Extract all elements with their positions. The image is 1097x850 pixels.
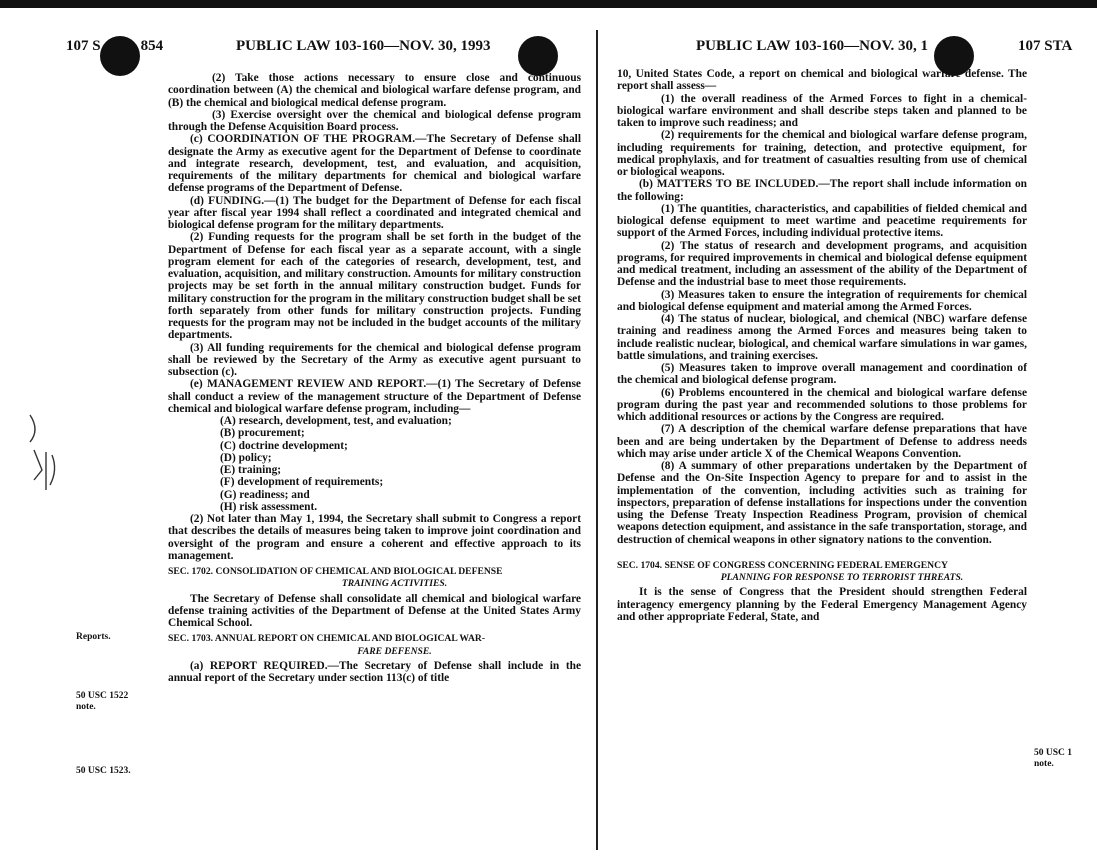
paragraph: (b) MATTERS TO BE INCLUDED.—The report shall include information on the following:: [617, 178, 1027, 203]
right-header-title: PUBLIC LAW 103-160—NOV. 30, 1: [696, 38, 928, 54]
section-heading-1704: SEC. 1704. SENSE OF CONGRESS CONCERNING FEDERAL EMERGENCY PLANNING FOR RESPONSE TO TERRORIST THREATS.: [617, 559, 964, 583]
punch-hole: [518, 36, 558, 76]
margin-note-50usc1704: 50 USC 1 note.: [1034, 748, 1073, 769]
paragraph: (6) Problems encountered in the chemical and biological warfare defense program during the past year and recommended solutions to those problems for which additional resources or actions by the Congress are required.: [617, 386, 1027, 423]
paragraph: (2) requirements for the chemical and biological warfare defense program, including requirements for training, detection, and protective equipment, for medical prophylaxis, and for treatment of casualties resulting from use of chemical or biological weapons.: [617, 129, 1027, 178]
paragraph: (2) Take those actions necessary to ensure close and continuous coordination between (A) the chemical and biological warfare defense program, and (B) the chemical and biological medical defense program.: [168, 72, 581, 109]
list-item: (A) research, development, test, and evaluation;: [220, 415, 452, 427]
paragraph: 10, United States Code, a report on chemical and biological warfare defense. The report shall assess—: [617, 68, 1027, 93]
paragraph: (2) Not later than May 1, 1994, the Secretary shall submit to Congress a report that describes the details of measures being taken to improve joint coordination and oversight of the program and ensure a coherent and effective approach to its management.: [168, 513, 581, 562]
list-item: (H) risk assessment.: [220, 500, 318, 513]
list-item: (F) development of requirements;: [220, 476, 384, 489]
right-page: [600, 30, 1097, 845]
list-item: (C) doctrine development;: [220, 439, 348, 452]
paragraph: (e) MANAGEMENT REVIEW AND REPORT.—(1) The Secretary of Defense shall conduct a review of the management structure of the Department of Defense chemical and biological warfare defense program, including—: [168, 378, 581, 415]
margin-note-50usc1522: 50 USC 1522 note.: [76, 691, 129, 712]
scan-top-edge: [0, 0, 1097, 8]
paragraph: (1) The quantities, characteristics, and capabilities of fielded chemical and biological defense equipment to meet wartime and peacetime requirements for support of the Armed Forces, including individual protective items.: [617, 202, 1027, 240]
paragraph: (5) Measures taken to improve overall management and coordination of the chemical and biological defense program.: [617, 362, 1027, 387]
left-page: [0, 30, 594, 845]
paragraph: (2) The status of research and development programs, and acquisition programs, for required improvements in chemical and biological defense equipment and medical treatment, including an assessment of the ability of the Department of Defense and the industrial base to meet those requirements.: [617, 239, 1027, 289]
list-item: (E) training;: [220, 464, 282, 476]
right-body-text: [617, 68, 1027, 623]
paragraph: (4) The status of nuclear, biological, and chemical (NBC) warfare defense training and readiness among the Armed Forces and measures being taken to include realistic nuclear, biological, and chemical warfare simulations in war games, battle simulations, and training exercises.: [617, 313, 1027, 362]
paragraph: (8) A summary of other preparations undertaken by the Department of Defense and the On-Site Inspection Agency to prepare for and to assist in the implementation of the convention, including activities such as training for inspectors, preparation of defense installations for inspections under the convention using the Defense Treaty Inspection Readiness Program, provision of chemical weapons detection equipment, and assistance in the safe transportation, storage, and destruction of chemical weapons in other signatory nations to the convention.: [617, 460, 1027, 546]
paragraph: (1) the overall readiness of the Armed Forces to fight in a chemical-biological warfare environment and shall describe steps taken and planned to be taken to improve such readiness; and: [617, 92, 1027, 129]
paragraph: (a) REPORT REQUIRED.—The Secretary of Defense shall include in the annual report of the Secretary under section 113(c) of title: [168, 659, 581, 684]
handwritten-margin-mark: [24, 410, 64, 500]
left-header-page-number: 107 S 854: [66, 38, 164, 54]
section-heading-1702: SEC. 1702. CONSOLIDATION OF CHEMICAL AND BIOLOGICAL DEFENSE TRAINING ACTIVITIES.: [168, 566, 503, 590]
list-item: (B) procurement;: [220, 427, 305, 440]
paragraph: (c) COORDINATION OF THE PROGRAM.—The Secretary of Defense shall designate the Army as executive agent for the Department of Defense to coordinate and integrate research, development, test, and evaluation, and acquisition, requirements of the military departments for chemical and biological warfare defense programs of the Department of Defense.: [168, 133, 581, 195]
paragraph: It is the sense of Congress that the President should strengthen Federal interagency emergency planning by the Federal Emergency Management Agency and other appropriate Federal, State, and: [617, 586, 1027, 623]
paragraph: (7) A description of the chemical warfare defense preparations that have been and are being undertaken by the Department of Defense to address needs which may arise under article X of the Chemical Weapons Convention.: [617, 423, 1027, 460]
paragraph: (3) Exercise oversight over the chemical and biological defense program through the Defense Acquisition Board process.: [168, 108, 581, 133]
margin-note-50usc1523: 50 USC 1523.: [76, 766, 131, 776]
paragraph: (3) Measures taken to ensure the integration of requirements for chemical and biological defense equipment and material among the Armed Forces.: [617, 288, 1027, 313]
left-body-text: [168, 72, 581, 684]
right-header-page-number: 107 STA: [1018, 38, 1073, 54]
paragraph: (d) FUNDING.—(1) The budget for the Department of Defense for each fiscal year after fiscal year 1994 shall reflect a coordinated and integrated chemical and biological defense program for the military departments.: [168, 194, 581, 231]
page-gutter: [596, 30, 598, 850]
left-header-title: PUBLIC LAW 103-160—NOV. 30, 1993: [236, 38, 491, 54]
paragraph: (3) All funding requirements for the chemical and biological defense program shall be reviewed by the Secretary of the Army as executive agent pursuant to subsection (c).: [168, 341, 581, 378]
section-heading-1703: SEC. 1703. ANNUAL REPORT ON CHEMICAL AND BIOLOGICAL WAR- FARE DEFENSE.: [168, 633, 486, 657]
paragraph: (2) Funding requests for the program shall be set forth in the budget of the Department of Defense for each fiscal year as a separate account, with a single program element for each of the categories of research, development, test, and evaluation, acquisition, and military construction. Amounts for military construction projects may be set forth in the annual military construction budget. Funds for military construction for the program in the military construction budget shall be set forth separately from other funds for military construction projects. Funding requests for the program may not be included in the budget accounts of the military departments.: [168, 231, 581, 342]
margin-note-reports: Reports.: [76, 632, 111, 642]
list-item: (G) readiness; and: [220, 488, 310, 501]
list-item: (D) policy;: [220, 451, 272, 464]
paragraph: The Secretary of Defense shall consolidate all chemical and biological warfare defense training activities of the Department of Defense at the United States Army Chemical School.: [168, 592, 581, 629]
punch-hole: [100, 36, 140, 76]
